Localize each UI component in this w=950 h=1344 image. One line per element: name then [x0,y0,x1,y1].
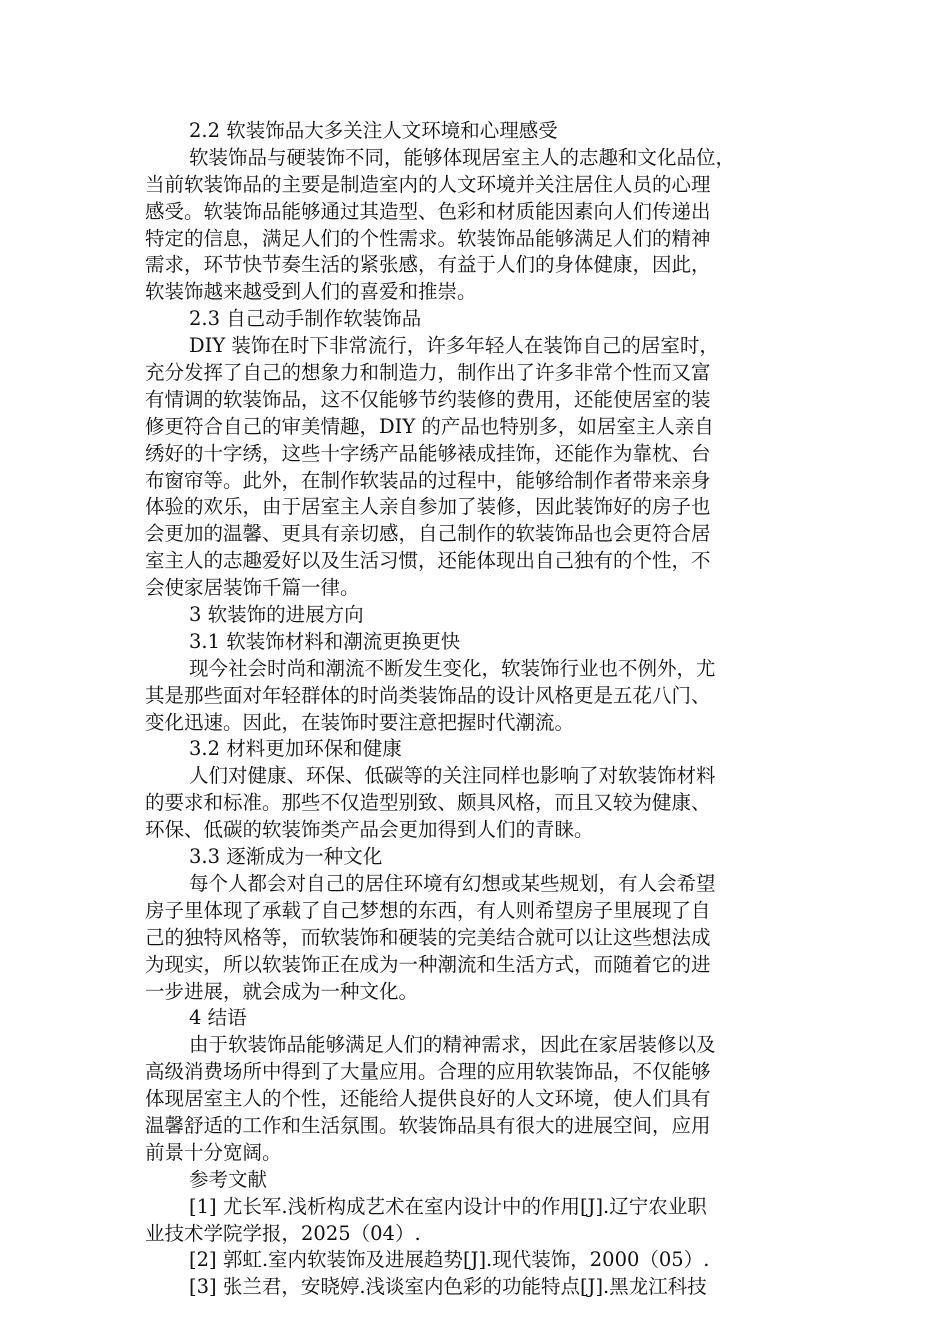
text-line: DIY 装饰在时下非常流行，许多年轻人在装饰自己的居室时， [189,334,719,358]
text-line: 绣好的十字绣，这些十字绣产品能够裱成挂饰，还能作为靠枕、台 [145,441,711,465]
text-line: 3.2 材料更加环保和健康 [189,737,402,761]
text-line: [2] 郭虹.室内软装饰及进展趋势[J].现代装饰，2000（05）. [189,1248,710,1272]
text-line: 会更加的温馨、更具有亲切感，自己制作的软装饰品也会更符合居 [145,522,711,546]
text-line: 有情调的软装饰品，这不仅能够节约装修的费用，还能使居室的装 [145,387,711,411]
text-line: 体现居室主人的个性，还能给人提供良好的人文环境，使人们具有 [145,1087,711,1111]
text-line: 2.3 自己动手制作软装饰品 [189,307,422,331]
text-line: 其是那些面对年轻群体的时尚类装饰品的设计风格更是五花八门、 [145,683,711,707]
text-line: 当前软装饰品的主要是制造室内的人文环境并关注居住人员的心理 [145,172,711,196]
text-line: 软装饰品与硬装饰不同，能够体现居室主人的志趣和文化品位， [189,145,736,169]
text-line: 温馨舒适的工作和生活氛围。软装饰品具有很大的进展空间，应用 [145,1113,711,1137]
text-line: 为现实，所以软装饰正在成为一种潮流和生活方式，而随着它的进 [145,952,711,976]
text-line: 2.2 软装饰品大多关注人文环境和心理感受 [189,119,558,142]
text-line: 变化迅速。因此，在装饰时要注意把握时代潮流。 [145,710,575,734]
text-line: [3] 张兰君，安晓婷.浅谈室内色彩的功能特点[J].黑龙江科技 [189,1275,707,1299]
text-line: 人们对健康、环保、低碳等的关注同样也影响了对软装饰材料 [189,764,716,788]
text-line: 前景十分宽阔。 [145,1140,282,1164]
text-line: 每个人都会对自己的居住环境有幻想或某些规划，有人会希望 [189,871,716,895]
text-line: 3.1 软装饰材料和潮流更换更快 [189,629,461,653]
text-line: 修更符合自己的审美情趣，DIY 的产品也特别多，如居室主人亲自 [145,414,714,438]
text-line: 布窗帘等。此外，在制作软装品的过程中，能够给制作者带来亲身 [145,468,711,492]
text-line: 室主人的志趣爱好以及生活习惯，还能体现出自己独有的个性，不 [145,549,711,573]
text-line: [1] 尤长军.浅析构成艺术在室内设计中的作用[J].辽宁农业职 [189,1194,707,1218]
text-line: 需求，环节快节奏生活的紧张感，有益于人们的身体健康，因此， [145,253,711,277]
text-line: 4 结语 [189,1006,247,1030]
text-line: 环保、低碳的软装饰类产品会更加得到人们的青睐。 [145,818,594,842]
text-line: 房子里体现了承载了自己梦想的东西，有人则希望房子里展现了自 [145,898,711,922]
text-line: 3.3 逐渐成为一种文化 [189,845,383,869]
text-line: 特定的信息，满足人们的个性需求。软装饰品能够满足人们的精神 [145,226,711,250]
text-line: 软装饰越来越受到人们的喜爱和推崇。 [145,280,477,304]
text-line: 充分发挥了自己的想象力和制造力，制作出了许多非常个性而又富 [145,361,711,385]
text-line: 体验的欢乐，由于居室主人亲自参加了装修，因此装饰好的房子也 [145,495,711,519]
text-line: 己的独特风格等，而软装饰和硬装的完美结合就可以让这些想法成 [145,925,711,949]
text-line: 会使家居装饰千篇一律。 [145,576,360,600]
text-line: 现今社会时尚和潮流不断发生变化，软装饰行业也不例外，尤 [189,656,716,680]
text-line: 感受。软装饰品能够通过其造型、色彩和材质能因素向人们传递出 [145,199,711,223]
text-line: 3 软装饰的进展方向 [189,603,364,627]
text-line: 由于软装饰品能够满足人们的精神需求，因此在家居装修以及 [189,1033,716,1057]
document-page [145,118,805,1301]
text-line: 参考文献 [189,1167,268,1191]
text-line: 的要求和标准。那些不仅造型别致、颇具风格，而且又较为健康、 [145,791,711,815]
text-line: 一步进展，就会成为一种文化。 [145,979,419,1003]
text-line: 业技术学院学报，2025（04）. [145,1221,421,1245]
text-line: 高级消费场所中得到了大量应用。合理的应用软装饰品，不仅能够 [145,1060,711,1084]
